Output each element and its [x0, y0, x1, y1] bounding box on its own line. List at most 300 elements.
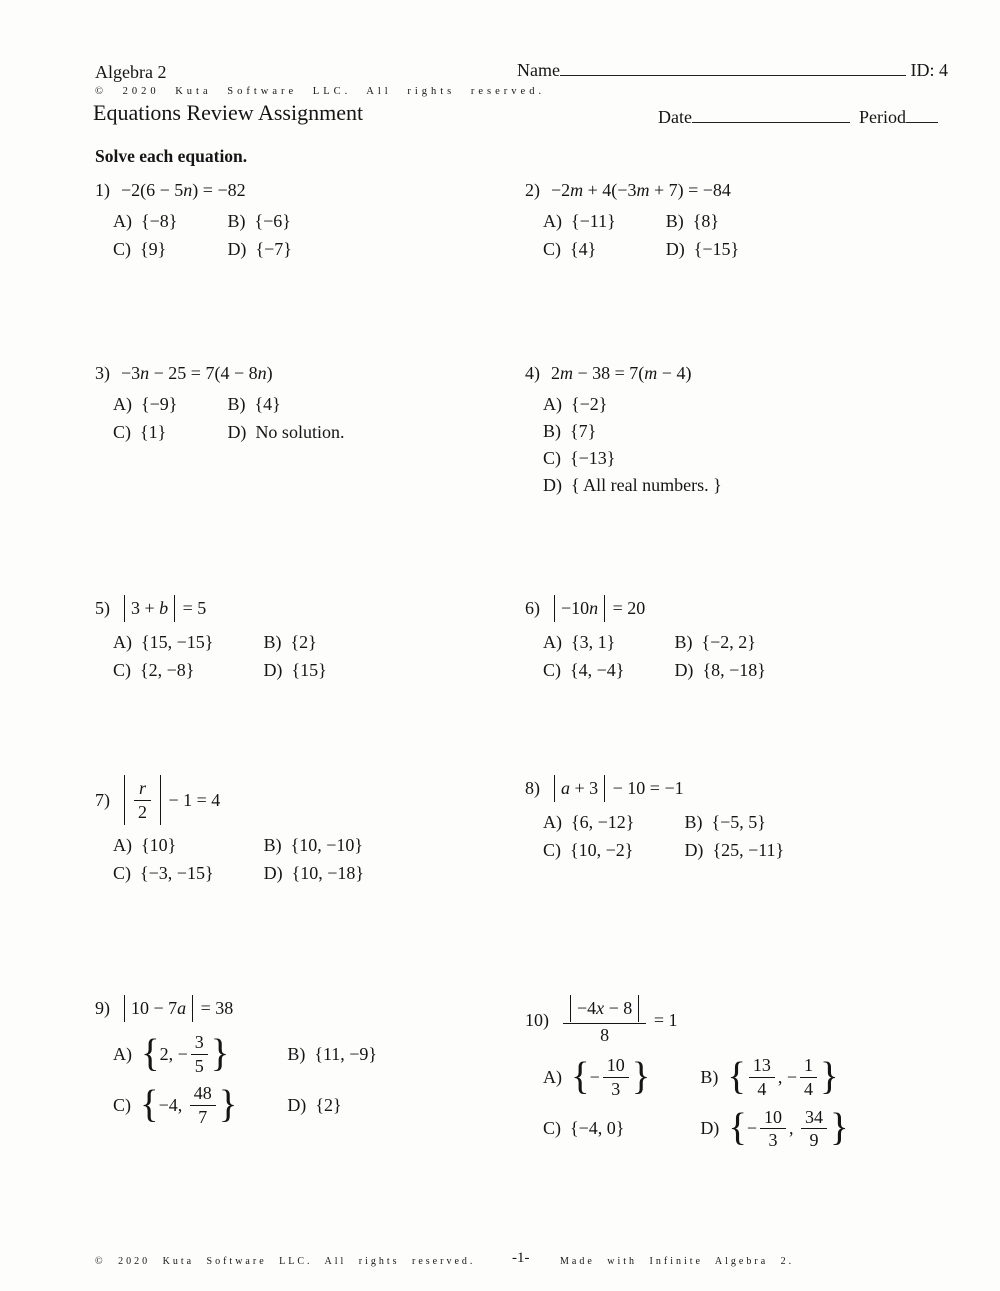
math-fraction [563, 995, 646, 1045]
math-text: {−9} [141, 394, 178, 414]
equation-line [525, 363, 945, 384]
option-A [113, 1032, 237, 1076]
name-label: Name [517, 60, 560, 80]
option-label: B) [674, 632, 693, 652]
option-label: B) [227, 211, 246, 231]
math-variable: x [596, 998, 605, 1018]
date-label: Date [658, 107, 692, 127]
problem-7 [95, 775, 515, 884]
problem-number: 9) [95, 998, 110, 1018]
math-text: −4, [158, 1095, 187, 1116]
math-text: {25, −11} [712, 840, 785, 860]
math-text: {7} [570, 421, 597, 441]
math-variable: b [159, 598, 169, 618]
date-period-row [658, 107, 938, 128]
option-label: B) [700, 1067, 719, 1088]
math-text: 3 + [131, 598, 160, 618]
option-C [113, 863, 214, 884]
math-text: 3 [611, 1079, 621, 1100]
option-label: B) [684, 812, 703, 832]
option-label: C) [543, 448, 561, 468]
name-blank-line [560, 61, 906, 76]
math-text: − 25 = 7(4 − 8 [149, 363, 258, 383]
math-text: {15, −15} [141, 632, 214, 652]
math-text: {1} [140, 422, 167, 442]
equation-line [95, 995, 515, 1022]
option-label: A) [543, 211, 562, 231]
math-text: + 3 [570, 778, 599, 798]
math-text: −2(6 − 5 [121, 180, 184, 200]
option-value [291, 835, 363, 856]
option-B [263, 632, 326, 653]
math-text: 3 [194, 1032, 204, 1052]
option-A [113, 394, 177, 415]
math-text: 4 [757, 1079, 767, 1100]
math-text: = 38 [196, 998, 234, 1018]
math-variable: m [570, 180, 584, 200]
option-C [113, 239, 177, 260]
option-C [543, 239, 616, 260]
problem-number: 2) [525, 180, 540, 200]
option-A [543, 812, 634, 833]
option-A [543, 211, 616, 232]
option-value [728, 1107, 848, 1151]
math-fraction [603, 1055, 629, 1099]
equation-line [525, 180, 945, 201]
equation-line [525, 775, 945, 802]
math-absolute-value [570, 995, 639, 1022]
problem-number: 4) [525, 363, 540, 383]
math-text: 3 [768, 1130, 778, 1151]
option-label: A) [543, 632, 562, 652]
name-row [517, 60, 959, 81]
option-label: D) [287, 1095, 307, 1116]
option-value [570, 239, 596, 260]
option-B [227, 394, 344, 415]
math-text: {4} [570, 239, 597, 259]
period-label: Period [858, 107, 906, 127]
math-absolute-value [554, 775, 605, 802]
math-text: − 4) [657, 363, 692, 383]
option-B [674, 632, 765, 653]
option-value [140, 239, 166, 260]
option-D [227, 422, 344, 443]
option-value [291, 660, 326, 681]
option-label: A) [543, 812, 562, 832]
math-text: {15} [291, 660, 327, 680]
math-fraction [801, 1107, 827, 1151]
problem-number: 7) [95, 789, 110, 810]
options [525, 211, 945, 260]
problem-2 [525, 180, 945, 260]
option-label: D) [665, 239, 685, 259]
option-value [141, 835, 176, 856]
math-text: 10 [764, 1106, 783, 1127]
problem-5 [95, 595, 515, 681]
math-text: 10 [606, 1055, 625, 1076]
option-label: C) [113, 422, 131, 442]
math-text: 13 [752, 1055, 771, 1076]
option-value [570, 660, 624, 681]
option-value [570, 840, 633, 861]
option-value [571, 1055, 650, 1099]
options [525, 632, 945, 681]
option-value [254, 211, 290, 232]
option-label: D) [227, 422, 247, 442]
footer-page-number: -1- [512, 1250, 530, 1266]
math-brace: { [728, 1107, 747, 1150]
math-text: 34 [805, 1106, 824, 1127]
option-label: C) [543, 660, 561, 680]
options [525, 394, 945, 496]
math-text: − 1 = 4 [164, 789, 221, 810]
math-brace: } [210, 1032, 230, 1075]
option-value [694, 239, 739, 260]
option-value [712, 840, 784, 861]
option-label: B) [263, 835, 282, 856]
problem-3 [95, 363, 515, 443]
math-text: −2 [551, 180, 571, 200]
option-B [264, 835, 364, 856]
math-variable: n [183, 180, 193, 200]
option-D [263, 660, 326, 681]
options [95, 211, 515, 260]
math-text: − [746, 1118, 758, 1139]
problem-number: 1) [95, 180, 110, 200]
option-value [571, 211, 616, 232]
math-text: 8 [600, 1024, 610, 1045]
math-text: 9 [809, 1130, 819, 1151]
option-D [674, 660, 765, 681]
math-absolute-value [124, 995, 193, 1022]
equation [551, 363, 691, 384]
option-D [700, 1107, 848, 1151]
math-fraction [191, 1032, 208, 1076]
header-copyright: © 2020 Kuta Software LLC. All rights reserved. [95, 86, 546, 97]
option-B [543, 421, 596, 442]
option-value [141, 632, 213, 653]
option-value [570, 1118, 624, 1139]
equation-line [525, 595, 945, 622]
math-text: {−4, 0} [570, 1118, 625, 1139]
math-variable: a [561, 778, 570, 798]
math-text: = 5 [178, 598, 207, 618]
option-label: C) [543, 1118, 561, 1139]
math-text: {−11} [571, 211, 616, 231]
math-text: {−2, 2} [701, 632, 756, 652]
math-text: −4 [577, 998, 597, 1018]
option-B [666, 211, 739, 232]
option-C [543, 840, 634, 861]
option-label: A) [113, 394, 132, 414]
option-value [314, 1044, 377, 1065]
option-value [702, 660, 765, 681]
math-text: 2 [551, 363, 560, 383]
math-text: {3, 1} [571, 632, 616, 652]
option-value [711, 812, 765, 833]
math-text: {8} [692, 211, 720, 231]
options [95, 632, 515, 681]
math-fraction [134, 778, 151, 822]
option-value [140, 422, 166, 443]
option-value [141, 1032, 229, 1076]
option-label: A) [543, 394, 562, 414]
date-blank-line [692, 108, 850, 123]
math-text: − 10 = −1 [608, 778, 684, 798]
math-text: 4 [804, 1079, 814, 1100]
math-absolute-value [554, 595, 605, 622]
option-value [571, 394, 607, 415]
math-absolute-value [124, 775, 161, 825]
option-label: D) [263, 863, 283, 884]
math-text: ) [266, 363, 273, 383]
option-C [113, 660, 213, 681]
option-value [141, 394, 177, 415]
option-label: D) [263, 660, 283, 680]
option-C [113, 1083, 237, 1127]
option-B [287, 1044, 377, 1065]
math-fraction [749, 1055, 775, 1099]
math-text: {8, −18} [702, 660, 766, 680]
option-A [113, 211, 177, 232]
option-label: C) [543, 239, 561, 259]
footer-made-with: Made with Infinite Algebra 2. [560, 1256, 795, 1267]
math-text: {6, −12} [571, 812, 635, 832]
math-text: − 38 = 7( [573, 363, 645, 383]
instructions: Solve each equation. [95, 146, 248, 166]
math-brace: } [631, 1056, 651, 1099]
options [95, 835, 515, 884]
option-A [113, 632, 213, 653]
equation-line [95, 363, 515, 384]
option-label: C) [543, 840, 561, 860]
math-text: { All real numbers. } [571, 475, 722, 495]
math-text: − [589, 1067, 600, 1088]
equation [560, 995, 677, 1045]
option-value [290, 632, 316, 653]
problem-1 [95, 180, 515, 260]
math-text: − 8 [604, 998, 633, 1018]
math-text: 7 [198, 1107, 208, 1128]
course-title: Algebra 2 [95, 62, 167, 82]
math-brace: { [727, 1056, 746, 1099]
equation [551, 595, 645, 622]
option-D [666, 239, 739, 260]
equation [121, 180, 246, 201]
math-text: {−7} [255, 239, 292, 259]
option-label: B) [543, 421, 561, 441]
option-B [700, 1055, 848, 1099]
math-text: {−2} [571, 394, 608, 414]
math-text: {10, −2} [570, 840, 634, 860]
math-text: , − [777, 1067, 798, 1088]
problem-6 [525, 595, 945, 681]
equation [121, 363, 273, 384]
math-text: {10} [141, 835, 177, 856]
option-D [264, 863, 364, 884]
option-value [570, 448, 615, 469]
option-label: A) [113, 1043, 132, 1064]
math-text: 1 [804, 1055, 814, 1076]
option-D [543, 475, 722, 496]
math-text: {2} [290, 632, 317, 652]
math-text: {11, −9} [314, 1043, 378, 1064]
math-text: + 4(−3 [583, 180, 637, 200]
option-label: A) [113, 211, 132, 231]
option-value [141, 211, 177, 232]
problem-8 [525, 775, 945, 861]
math-brace: { [141, 1032, 160, 1075]
math-text: 2 [138, 801, 147, 822]
option-B [227, 211, 291, 232]
equation-line [95, 595, 515, 622]
math-text: 5 [194, 1055, 204, 1076]
math-text: 10 − 7 [131, 998, 178, 1018]
option-label: D) [684, 840, 704, 860]
math-text: + 7) = −84 [649, 180, 731, 200]
option-C [113, 422, 177, 443]
math-brace: } [218, 1084, 238, 1127]
equation-line [95, 180, 515, 201]
equation-line [95, 775, 515, 825]
option-label: C) [113, 239, 131, 259]
math-variable: n [140, 363, 150, 383]
option-value [140, 1083, 237, 1127]
option-value [140, 863, 214, 884]
option-value [571, 632, 615, 653]
option-label: D) [543, 475, 562, 495]
option-label: A) [543, 1067, 562, 1088]
equation [551, 180, 731, 201]
option-D [684, 840, 784, 861]
math-text: {−13} [570, 448, 616, 468]
math-brace: { [140, 1084, 159, 1127]
math-text: {−15} [693, 239, 740, 259]
math-absolute-value [124, 595, 175, 622]
option-value [571, 812, 634, 833]
period-blank-line [906, 108, 938, 123]
math-text: {4, −4} [570, 660, 625, 680]
options [95, 394, 515, 443]
option-A [113, 835, 214, 856]
math-text: {−3, −15} [140, 863, 214, 884]
option-label: D) [700, 1118, 720, 1139]
option-value [727, 1055, 838, 1099]
options [525, 812, 945, 861]
math-text: ) = −82 [192, 180, 246, 200]
math-text: = 20 [608, 598, 646, 618]
option-value [255, 422, 344, 443]
option-label: B) [665, 211, 684, 231]
math-brace: { [571, 1056, 590, 1099]
math-text: No solution. [255, 422, 345, 442]
math-text: {−5, 5} [711, 812, 766, 832]
problem-number: 10) [525, 1009, 549, 1030]
option-label: C) [113, 660, 131, 680]
math-text: {2, −8} [140, 660, 195, 680]
math-variable: n [589, 598, 599, 618]
problem-number: 8) [525, 778, 540, 798]
id-label: ID: 4 [910, 60, 948, 80]
option-A [543, 1055, 650, 1099]
math-text: {2} [315, 1095, 342, 1116]
math-variable: m [636, 180, 650, 200]
problem-9 [95, 995, 515, 1128]
equation-line [525, 995, 945, 1045]
option-label: C) [113, 1095, 131, 1116]
math-text: {−6} [254, 211, 291, 231]
options [95, 1032, 515, 1128]
math-brace: } [830, 1107, 849, 1150]
math-fraction [760, 1107, 786, 1151]
math-text: {4} [254, 394, 281, 414]
problem-number: 3) [95, 363, 110, 383]
math-text: 48 [193, 1083, 212, 1104]
option-C [543, 448, 615, 469]
option-value [571, 475, 722, 496]
math-text: {−8} [141, 211, 178, 231]
math-text: −3 [121, 363, 141, 383]
math-text: , [789, 1118, 799, 1139]
math-text: = 1 [649, 1009, 678, 1030]
equation [551, 775, 684, 802]
equation [121, 775, 220, 825]
math-text: −10 [561, 598, 590, 618]
option-A [543, 632, 624, 653]
option-value [701, 632, 755, 653]
option-label: C) [113, 863, 131, 884]
option-C [543, 1118, 650, 1139]
math-variable: n [257, 363, 267, 383]
option-label: D) [227, 239, 247, 259]
option-value [255, 239, 291, 260]
option-value [570, 421, 596, 442]
math-variable: m [560, 363, 573, 383]
option-value [254, 394, 280, 415]
math-text: {9} [140, 239, 167, 259]
problem-10 [525, 995, 945, 1151]
option-D [227, 239, 291, 260]
math-text: 2, − [159, 1043, 188, 1064]
option-A [543, 394, 607, 415]
math-text: {10, −10} [290, 835, 364, 856]
option-value [693, 211, 719, 232]
problem-4 [525, 363, 945, 496]
math-variable: r [138, 778, 146, 798]
option-label: D) [674, 660, 694, 680]
option-C [543, 660, 624, 681]
equation [121, 595, 206, 622]
option-value [140, 660, 194, 681]
option-B [684, 812, 784, 833]
equation [121, 995, 233, 1022]
options [525, 1055, 945, 1151]
math-brace: } [820, 1056, 839, 1099]
option-D [287, 1095, 377, 1116]
option-label: A) [113, 835, 132, 856]
page-title: Equations Review Assignment [93, 100, 364, 125]
math-fraction [190, 1083, 216, 1127]
math-fraction [800, 1055, 817, 1099]
option-value [315, 1095, 341, 1116]
problem-number: 6) [525, 598, 540, 618]
footer-copyright: © 2020 Kuta Software LLC. All rights reserved. [95, 1256, 476, 1267]
option-label: B) [263, 632, 282, 652]
math-variable: a [177, 998, 187, 1018]
math-variable: m [644, 363, 658, 383]
math-text: {10, −18} [291, 863, 365, 884]
problem-number: 5) [95, 598, 110, 618]
